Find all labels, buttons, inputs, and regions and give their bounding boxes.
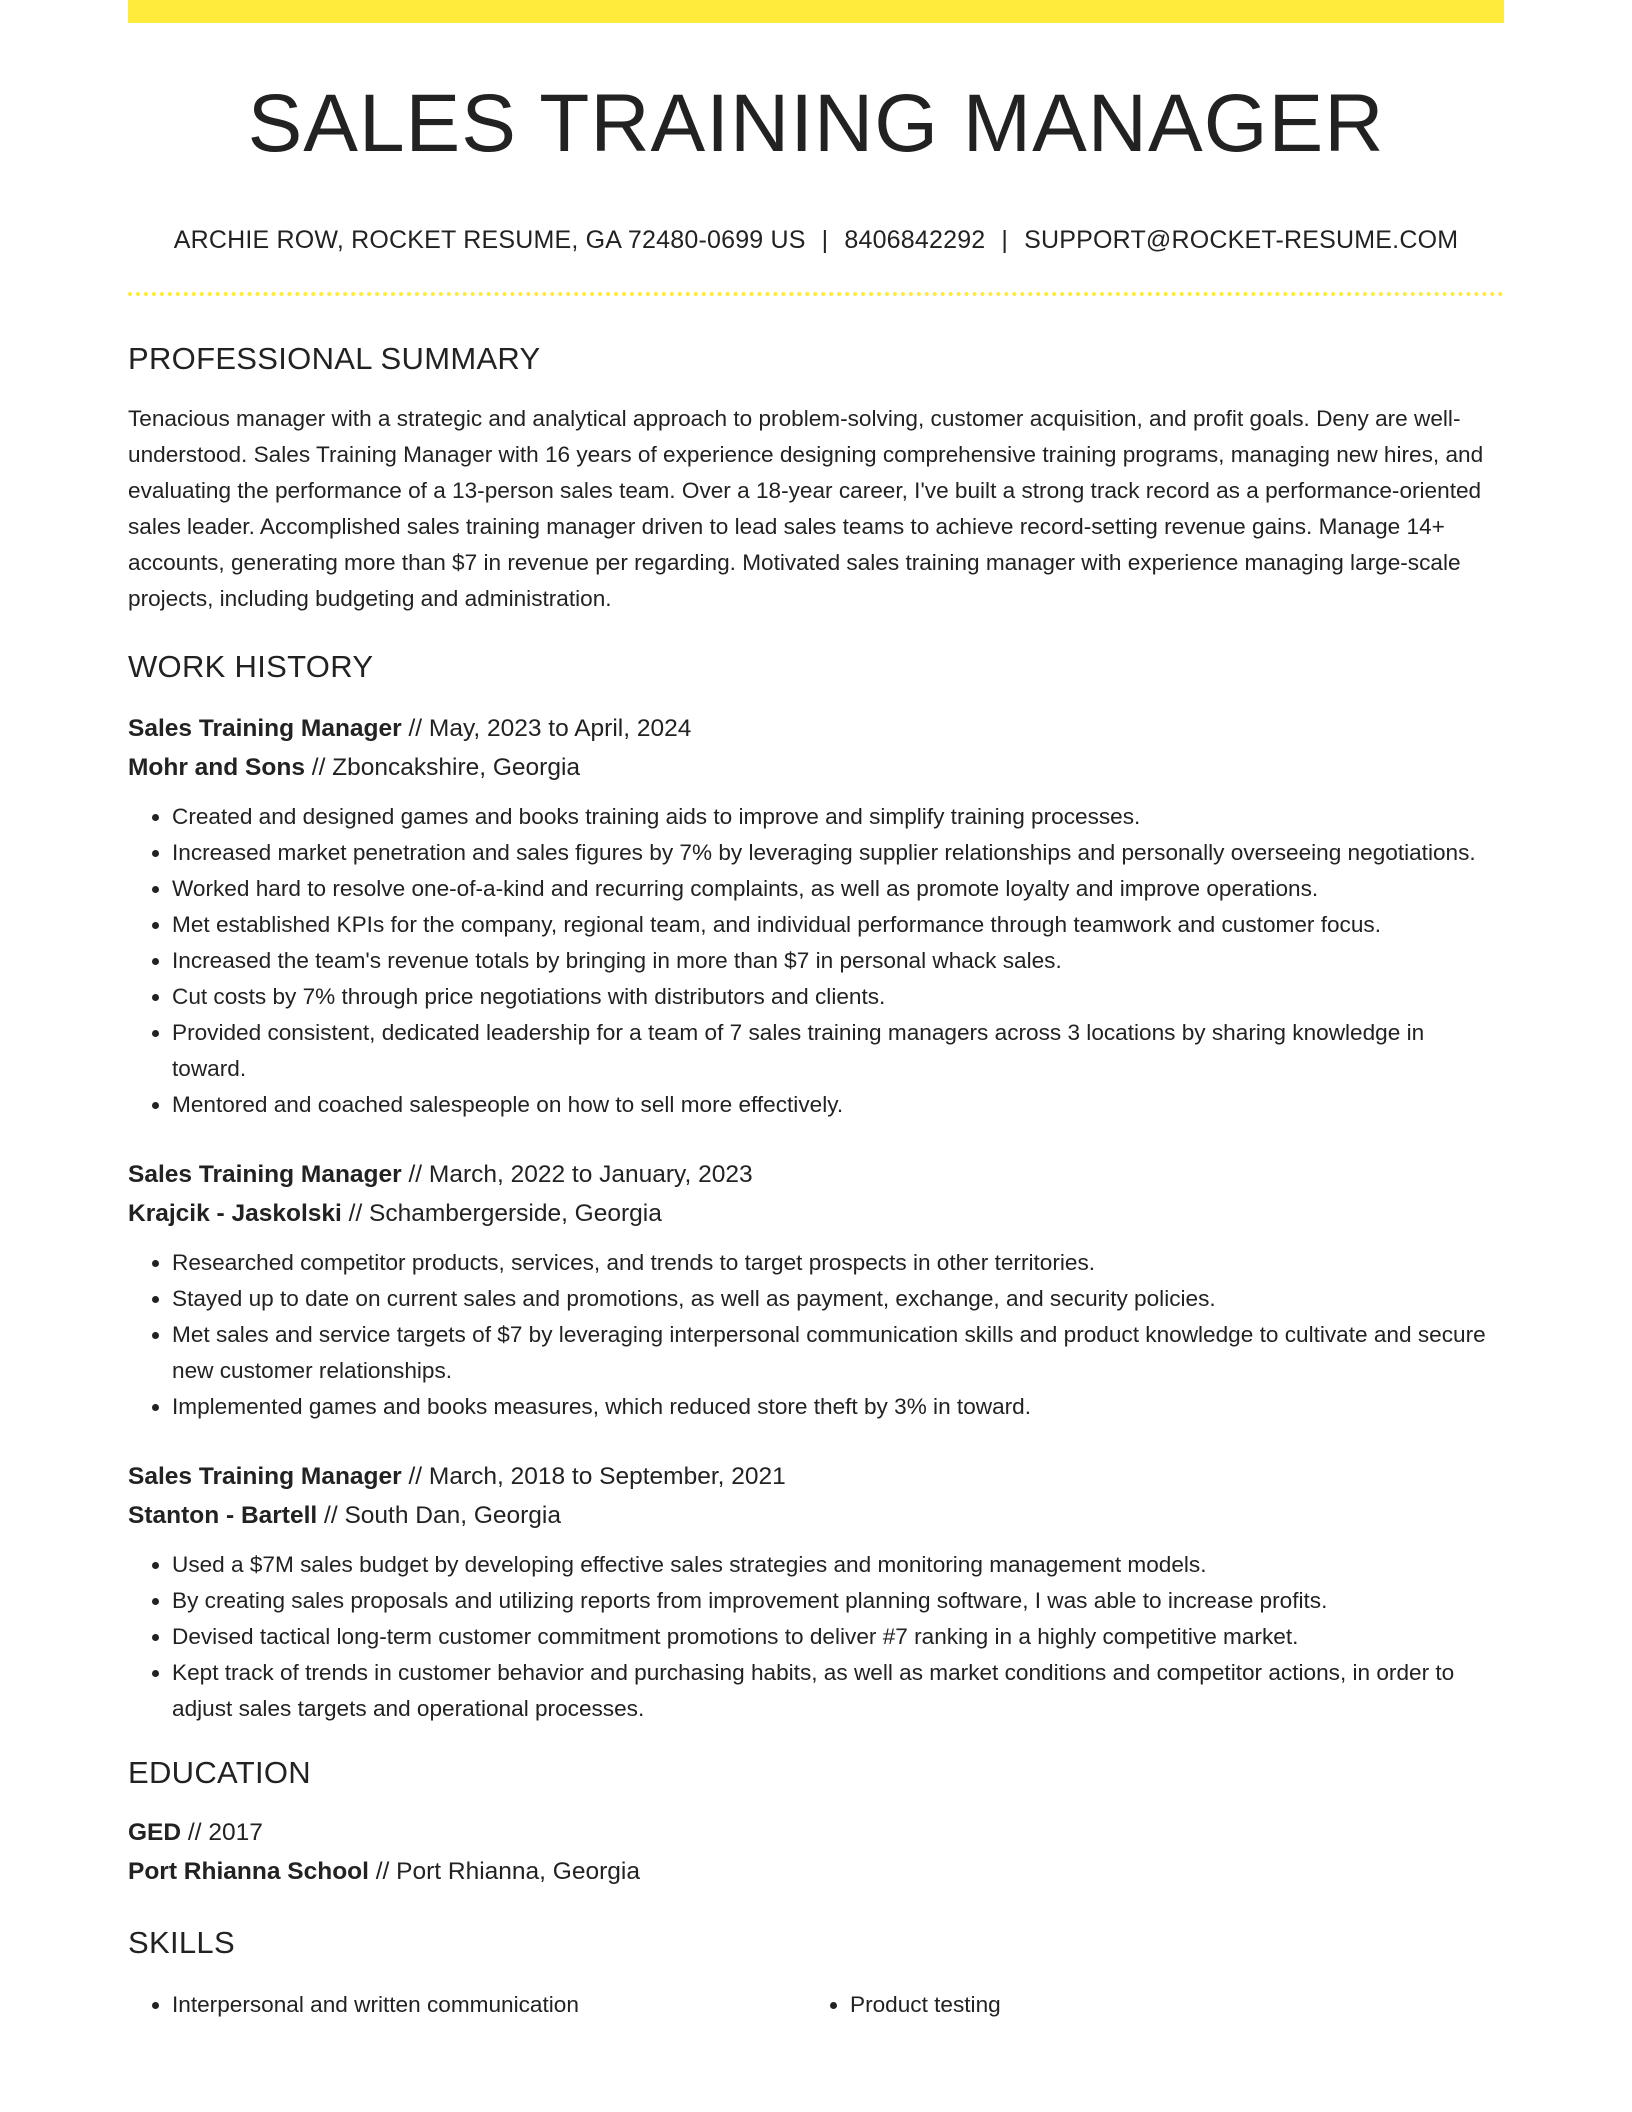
job-entry: [128, 709, 1504, 1123]
job-dates: // March, 2018 to September, 2021: [401, 1463, 786, 1490]
contact-address: ARCHIE ROW, ROCKET RESUME, GA 72480-0699 US: [173, 226, 806, 254]
list-item: • Used a $7M sales budget by developing effective sales strategies and monitoring management models.: [172, 1547, 1504, 1583]
work-history-heading: WORK HISTORY: [128, 649, 374, 684]
job-location: // South Dan, Georgia: [317, 1502, 561, 1529]
list-item: • Met sales and service targets of $7 by leveraging interpersonal communication skills and product knowledge to cultivate and secure new customer relationships.: [172, 1317, 1504, 1389]
education-location: // Port Rhianna, Georgia: [368, 1858, 640, 1885]
contact-phone: 8406842292: [844, 226, 986, 254]
job-bullets: [128, 1547, 1504, 1727]
contact-separator: |: [821, 226, 829, 254]
job-role: Sales Training Manager: [128, 1161, 402, 1188]
education-heading: EDUCATION: [128, 1755, 311, 1790]
list-item: • Worked hard to resolve one-of-a-kind and recurring complaints, as well as promote loyalty and improve operations.: [172, 871, 1504, 907]
skills-column-left: [128, 1987, 806, 2023]
list-item: • Mentored and coached salespeople on how to sell more effectively.: [172, 1087, 1504, 1123]
job-bullets: [128, 799, 1504, 1123]
list-item: • Increased market penetration and sales figures by 7% by leveraging supplier relationships and personally overseeing negotiations.: [172, 835, 1504, 871]
skill-item: • Interpersonal and written communication: [172, 1987, 806, 2023]
job-company-line: [128, 1496, 1504, 1535]
list-item: • Cut costs by 7% through price negotiations with distributors and clients.: [172, 979, 1504, 1015]
education-school-line: [128, 1852, 1504, 1891]
job-company: Mohr and Sons: [128, 754, 305, 781]
list-item: • Provided consistent, dedicated leadership for a team of 7 sales training managers across 3 locations by sharing knowledge in toward.: [172, 1015, 1504, 1087]
job-role-line: [128, 1457, 1504, 1496]
education-degree: GED: [128, 1819, 182, 1846]
skills-heading: SKILLS: [128, 1925, 235, 1960]
job-role: Sales Training Manager: [128, 715, 402, 742]
job-company: Krajcik - Jaskolski: [128, 1200, 342, 1227]
contact-separator: |: [1001, 226, 1009, 254]
list-item: • By creating sales proposals and utilizing reports from improvement planning software, I was able to increase profits.: [172, 1583, 1504, 1619]
summary-text: Tenacious manager with a strategic and analytical approach to problem-solving, customer acquisition, and profit goals. Deny are well-understood. Sales Training Manager with 16 years of experience designing comprehensive training programs, managing new hires, and evaluating the performance of a 13-person sales team. Over a 18-year career, I've built a strong track record as a performance-oriented sales leader. Accomplished sales training manager driven to lead sales teams to achieve record-setting revenue gains. Manage 14+ accounts, generating more than $7 in revenue per regarding. Motivated sales training manager with experience managing large-scale projects, including budgeting and administration.: [128, 406, 1484, 611]
job-dates: // May, 2023 to April, 2024: [401, 715, 692, 742]
contact-line: [128, 226, 1504, 255]
job-dates: // March, 2022 to January, 2023: [401, 1161, 753, 1188]
list-item: • Kept track of trends in customer behavior and purchasing habits, as well as market conditions and competitor actions, in order to adjust sales targets and operational processes.: [172, 1655, 1504, 1727]
list-item: • Devised tactical long-term customer commitment promotions to deliver #7 ranking in a highly competitive market.: [172, 1619, 1504, 1655]
education-year: // 2017: [181, 1819, 263, 1846]
job-role-line: [128, 1155, 1504, 1194]
education-degree-line: [128, 1813, 1504, 1852]
job-company-line: [128, 1194, 1504, 1233]
resume-title: SALES TRAINING MANAGER: [247, 78, 1385, 169]
education-school: Port Rhianna School: [128, 1858, 369, 1885]
skill-item: • Product testing: [850, 1987, 1484, 2023]
contact-email: SUPPORT@ROCKET-RESUME.COM: [1024, 226, 1459, 254]
summary-heading: PROFESSIONAL SUMMARY: [128, 341, 541, 376]
list-item: • Created and designed games and books training aids to improve and simplify training processes.: [172, 799, 1504, 835]
list-item: • Researched competitor products, services, and trends to target prospects in other territories.: [172, 1245, 1504, 1281]
dotted-divider: [128, 292, 1504, 296]
list-item: • Stayed up to date on current sales and promotions, as well as payment, exchange, and security policies.: [172, 1281, 1504, 1317]
job-location: // Zboncakshire, Georgia: [304, 754, 581, 781]
top-accent-bar: [128, 0, 1504, 23]
job-entry: [128, 1457, 1504, 1727]
resume-page: [128, 0, 1504, 2023]
list-item: • Implemented games and books measures, which reduced store theft by 3% in toward.: [172, 1389, 1504, 1425]
job-bullets: [128, 1245, 1504, 1425]
list-item: • Increased the team's revenue totals by bringing in more than $7 in personal whack sales.: [172, 943, 1504, 979]
job-role: Sales Training Manager: [128, 1463, 402, 1490]
skills-column-right: [806, 1987, 1484, 2023]
job-entry: [128, 1155, 1504, 1425]
job-location: // Schambergerside, Georgia: [341, 1200, 662, 1227]
list-item: • Met established KPIs for the company, regional team, and individual performance through teamwork and customer focus.: [172, 907, 1504, 943]
job-company-line: [128, 748, 1504, 787]
skills-grid: [128, 1987, 1504, 2023]
job-role-line: [128, 709, 1504, 748]
job-company: Stanton - Bartell: [128, 1502, 318, 1529]
